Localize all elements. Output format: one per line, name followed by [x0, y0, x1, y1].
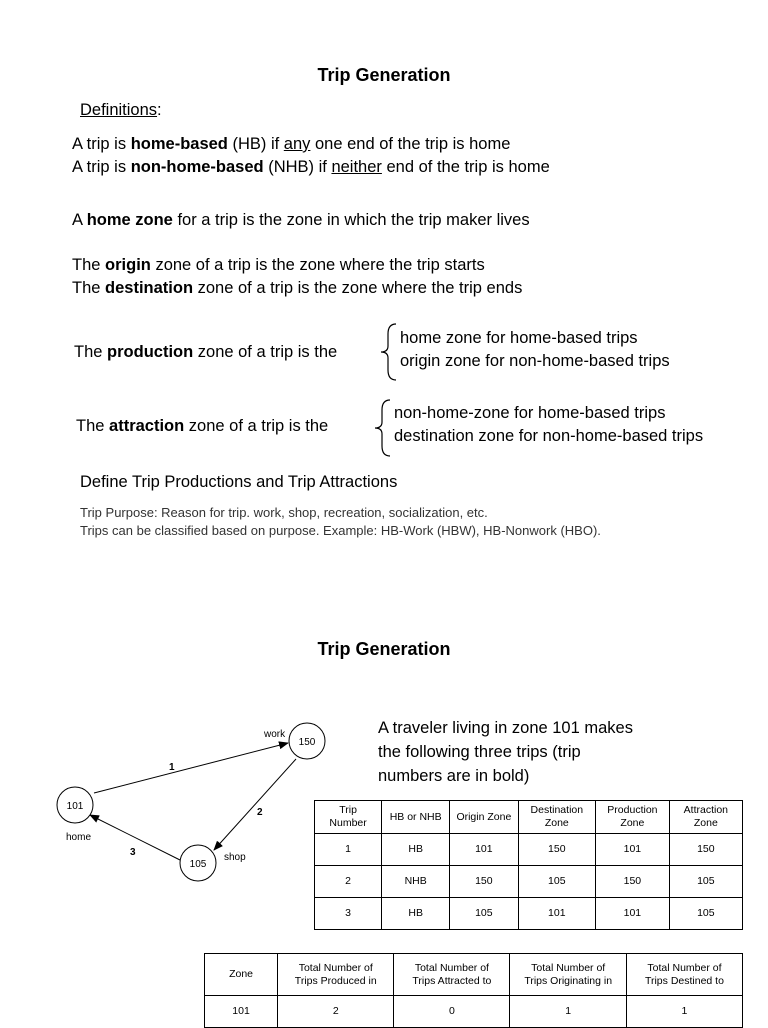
header-line: Number [329, 817, 367, 829]
header-production-zone [596, 801, 670, 834]
nhb-definition [72, 158, 550, 177]
header-line: Zone [620, 817, 645, 829]
table-cell: 0 [394, 996, 510, 1028]
production-option-hb: home zone for home-based trips [400, 329, 638, 347]
hb-definition [72, 135, 510, 154]
table-row [205, 996, 743, 1028]
header-trips-originating [510, 954, 626, 996]
trip-2-number: 2 [257, 807, 263, 818]
attraction-option-hb: non-home-zone for home-based trips [394, 404, 666, 422]
header-trip-number [315, 801, 382, 834]
trip-1-number: 1 [169, 762, 175, 773]
production-definition [74, 343, 337, 362]
header-line: Attraction [683, 804, 729, 816]
table-row [315, 898, 743, 930]
header-line: Total Number of [531, 961, 606, 974]
trip-1-arrow [94, 743, 288, 793]
table-cell: HB [382, 898, 450, 930]
zone-105-id: 105 [189, 859, 207, 870]
trip-description [378, 716, 633, 788]
table-cell: 101 [205, 996, 278, 1028]
home-label: home [66, 832, 92, 843]
home-zone-term: home zone [86, 211, 173, 229]
header-line: Destination [530, 804, 584, 816]
description-line-1: A traveler living in zone 101 makes [378, 719, 633, 737]
table-row [315, 834, 743, 866]
header-line: Total Number of [647, 961, 722, 974]
header-destination-zone [518, 801, 596, 834]
header-line: Trips Produced in [294, 974, 377, 987]
table-cell: 3 [315, 898, 382, 930]
trip-3-number: 3 [130, 847, 136, 858]
purpose-line-1: Trip Purpose: Reason for trip. work, shop, recreation, socialization, etc. [80, 505, 488, 520]
hb-mid: (HB) if [227, 135, 284, 153]
header-line: Production [607, 804, 658, 816]
header-attraction-zone [669, 801, 742, 834]
zone-table-header [205, 954, 743, 996]
table-cell: 105 [669, 866, 742, 898]
definitions-label: Definitions [80, 101, 158, 119]
table-cell: 150 [596, 866, 670, 898]
hb-pre: A trip is [72, 135, 131, 153]
definitions-heading [80, 101, 162, 120]
table-row [315, 866, 743, 898]
nhb-term: non-home-based [130, 158, 264, 176]
trip-2-arrow [214, 759, 296, 850]
description-line-3: numbers are in bold) [378, 767, 530, 785]
hb-post: one end of the trip is home [310, 135, 511, 153]
header-line: Total Number of [414, 961, 489, 974]
attraction-brace [372, 398, 394, 458]
origin-definition [72, 256, 485, 275]
header-line: Total Number of [298, 961, 373, 974]
attraction-option-nhb: destination zone for non-home-based trips [394, 427, 704, 445]
origin-term: origin [105, 256, 151, 274]
table-cell: 2 [315, 866, 382, 898]
nhb-pre: A trip is [72, 158, 131, 176]
header-trips-destined [626, 954, 742, 996]
work-label: work [264, 729, 286, 740]
table-cell: 2 [278, 996, 394, 1028]
page2-title: Trip Generation [317, 639, 451, 659]
page-title: Trip Generation [317, 65, 451, 85]
hb-term: home-based [130, 135, 228, 153]
table-cell: 101 [518, 898, 596, 930]
attraction-pre: The [76, 417, 110, 435]
definitions-colon: : [157, 101, 162, 119]
header-line: Zone [693, 817, 718, 829]
home-zone-pre: A [72, 211, 87, 229]
trip-table [314, 800, 743, 930]
zone-150-id: 150 [298, 737, 316, 748]
header-zone [205, 954, 278, 996]
production-term: production [107, 343, 194, 361]
destination-pre: The [72, 279, 106, 297]
destination-post: zone of a trip is the zone where the trip ends [193, 279, 523, 297]
header-hb-or-nhb [382, 801, 450, 834]
production-post: zone of a trip is the [193, 343, 338, 361]
nhb-post: end of the trip is home [381, 158, 550, 176]
header-trips-produced [278, 954, 394, 996]
attraction-post: zone of a trip is the [184, 417, 329, 435]
attraction-term: attraction [109, 417, 185, 435]
header-line: Trips Attracted to [412, 974, 492, 987]
header-origin-zone [450, 801, 518, 834]
table-cell: 150 [669, 834, 742, 866]
production-pre: The [74, 343, 108, 361]
table-cell: 1 [626, 996, 742, 1028]
table-cell: 1 [510, 996, 626, 1028]
table-cell: 101 [450, 834, 518, 866]
nhb-mid: (NHB) if [263, 158, 332, 176]
trip-table-header [315, 801, 743, 834]
header-line: Trips Destined to [644, 974, 724, 987]
production-option-nhb: origin zone for non-home-based trips [400, 352, 670, 370]
destination-term: destination [105, 279, 194, 297]
header-line: Zone [544, 817, 569, 829]
destination-definition [72, 279, 522, 298]
header-line: Trips Originating in [524, 974, 613, 987]
description-line-2: the following three trips (trip [378, 743, 581, 761]
zone-101-id: 101 [66, 801, 84, 812]
production-brace [378, 322, 400, 382]
table-cell: 101 [596, 898, 670, 930]
hb-any: any [283, 135, 311, 153]
table-cell: 105 [450, 898, 518, 930]
nhb-neither: neither [331, 158, 382, 176]
table-cell: 150 [518, 834, 596, 866]
define-heading: Define Trip Productions and Trip Attractions [80, 473, 398, 491]
header-line: Trip [339, 804, 357, 816]
header-line: Origin Zone [456, 810, 512, 823]
table-cell: NHB [382, 866, 450, 898]
trip-diagram [40, 715, 350, 895]
zone-summary-table [204, 953, 743, 1028]
attraction-definition [76, 417, 328, 436]
table-cell: 101 [596, 834, 670, 866]
purpose-line-2: Trips can be classified based on purpose. Example: HB-Work (HBW), HB-Nonwork (HBO). [80, 523, 601, 538]
origin-post: zone of a trip is the zone where the trip starts [150, 256, 485, 274]
table-cell: HB [382, 834, 450, 866]
table-cell: 150 [450, 866, 518, 898]
table-cell: 105 [669, 898, 742, 930]
table-cell: 105 [518, 866, 596, 898]
shop-label: shop [224, 852, 246, 863]
header-trips-attracted [394, 954, 510, 996]
home-zone-definition [72, 211, 530, 230]
home-zone-post: for a trip is the zone in which the trip maker lives [172, 211, 530, 229]
origin-pre: The [72, 256, 106, 274]
header-line: Zone [229, 968, 254, 980]
table-cell: 1 [315, 834, 382, 866]
header-line: HB or NHB [389, 810, 442, 823]
